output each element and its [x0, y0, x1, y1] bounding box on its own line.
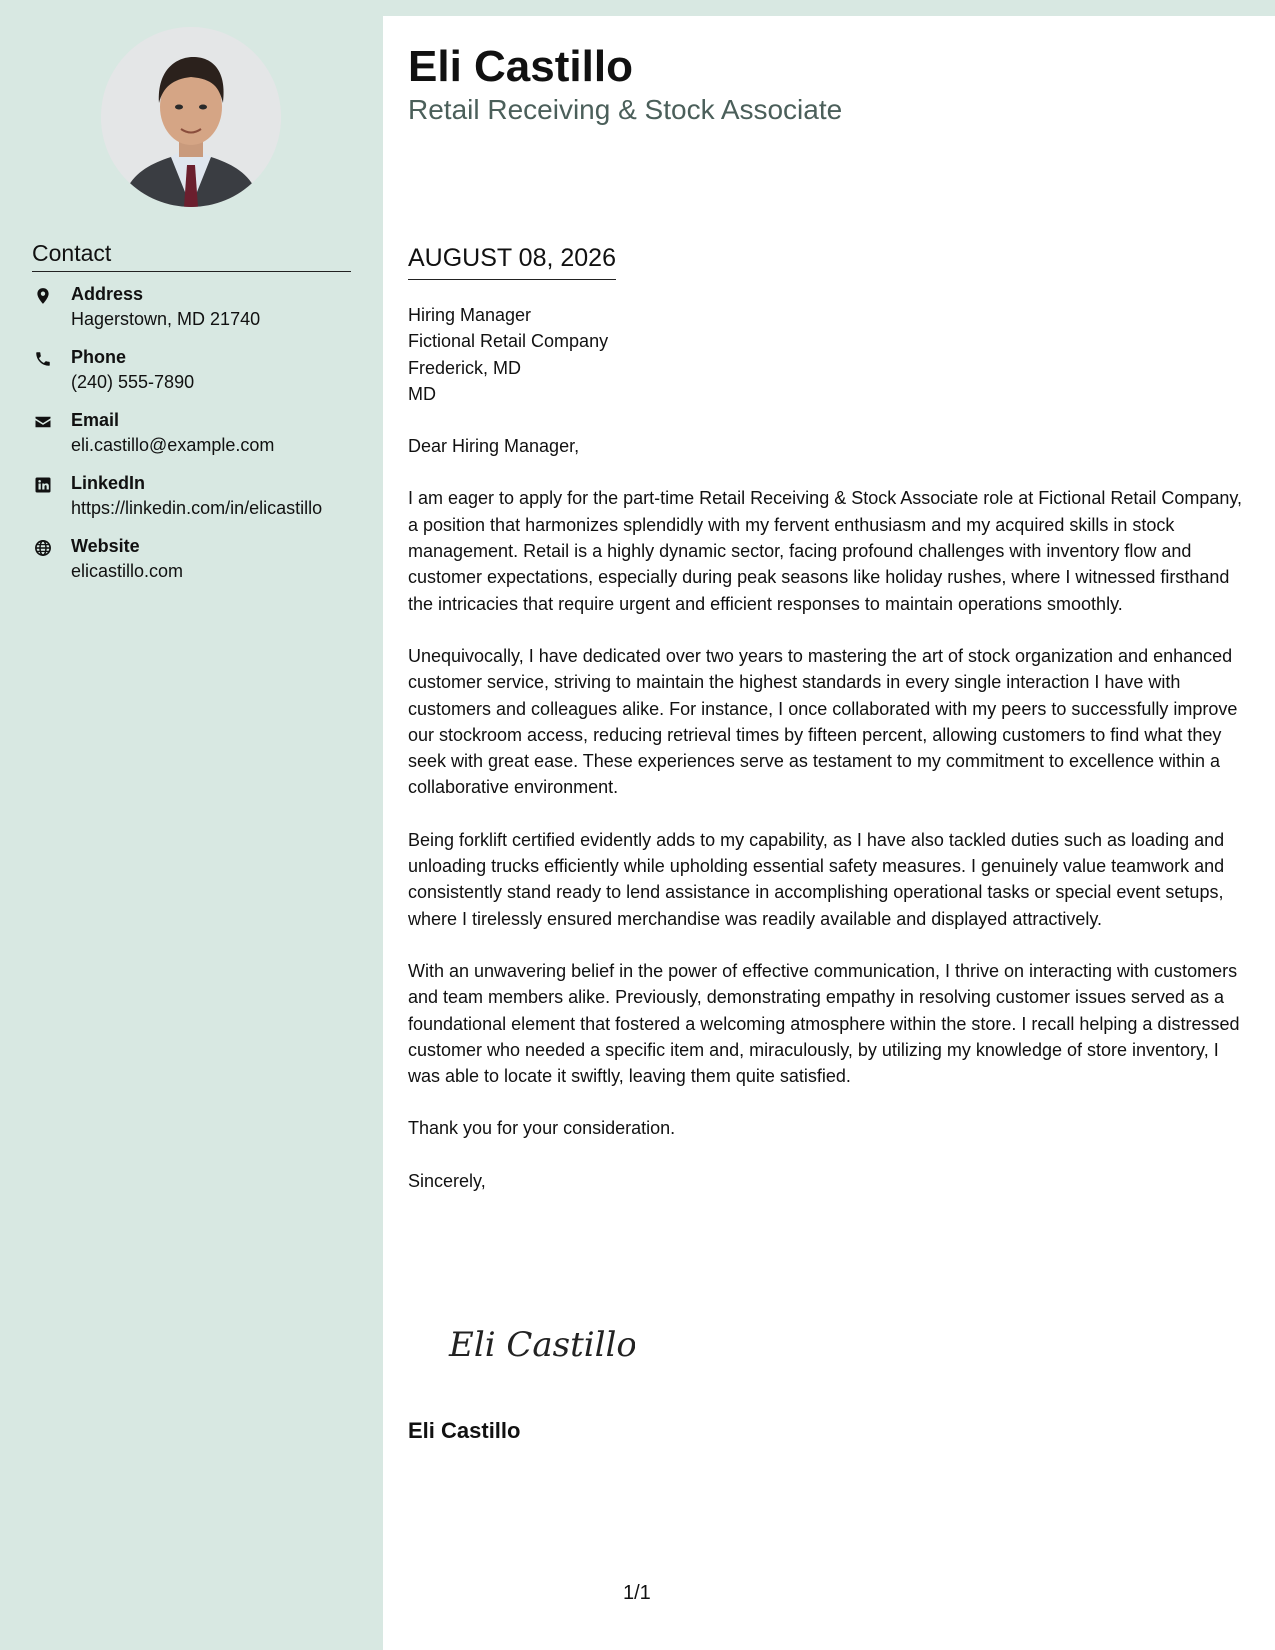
- sidebar: [0, 0, 383, 1650]
- signature-text: Eli Castillo: [449, 1325, 635, 1365]
- body-paragraph: I am eager to apply for the part-time Retail Receiving & Stock Associate role at Fictional Retail Company, a position that harmonizes splendidly with my fervent enthusiasm and my acquired skills in stock management. Retail is a highly dynamic sector, facing profound challenges with inventory flow and customer expectations, especially during peak seasons like holiday rushes, where I witnessed firsthand the intricacies that require urgent and efficient responses to maintain operations smoothly.: [408, 488, 1243, 614]
- contact-label: Address: [71, 284, 144, 304]
- contact-list: [32, 284, 372, 599]
- contact-item-linkedin: [32, 473, 372, 536]
- website-link[interactable]: elicastillo.com: [71, 561, 184, 581]
- body-paragraph: Unequivocally, I have dedicated over two years to mastering the art of stock organization and enhanced customer service, striving to maintain the highest standards in every single interaction I have with customers and colleagues alike. For instance, I once collaborated with my peers to successfully improve our stockroom access, reducing retrieval times by fifteen percent, allowing customers to find what they seek with great ease. These experiences serve as testament to my commitment to excellence within a collaborative environment.: [408, 645, 1238, 798]
- contact-item-address: [32, 284, 372, 347]
- phone-icon: [34, 350, 52, 368]
- applicant-name: Eli Castillo: [408, 42, 633, 91]
- contact-item-phone: [32, 347, 372, 410]
- thanks-line: Thank you for your consideration.: [408, 1118, 676, 1139]
- letter-body: [408, 302, 1253, 1220]
- contact-label: Email: [71, 410, 120, 430]
- applicant-role: Retail Receiving & Stock Associate: [408, 94, 843, 125]
- email-link[interactable]: eli.castillo@example.com: [71, 435, 275, 455]
- recipient-line: MD: [408, 383, 436, 404]
- linkedin-link[interactable]: https://linkedin.com/in/elicastillo: [71, 498, 323, 518]
- contact-label: Website: [71, 536, 140, 556]
- handwritten-signature: [445, 1316, 635, 1371]
- letter-main: [383, 16, 1275, 1650]
- globe-icon: [34, 539, 52, 557]
- contact-label: LinkedIn: [71, 473, 146, 493]
- contact-label: Phone: [71, 347, 127, 367]
- closing-line: Sincerely,: [408, 1170, 486, 1191]
- profile-photo: [101, 27, 281, 207]
- body-paragraph: Being forklift certified evidently adds to my capability, as I have also tackled duties such as loading and unloading trucks efficiently while upholding essential safety measures. I genuinely value teamwork and consistently stand ready to lend assistance in accomplishing operational tasks or special event setups, where I tirelessly ensured merchandise was readily available and displayed attractively.: [408, 829, 1225, 929]
- phone-value: (240) 555-7890: [71, 372, 195, 392]
- salutation: Dear Hiring Manager,: [408, 436, 580, 457]
- address-value: Hagerstown, MD 21740: [71, 309, 261, 329]
- recipient-block: [408, 302, 1253, 407]
- signed-name: Eli Castillo: [408, 1418, 521, 1443]
- envelope-icon: [34, 413, 52, 431]
- body-paragraph: With an unwavering belief in the power of effective communication, I thrive on interacting with customers and team members alike. Previously, demonstrating empathy in resolving customer issues served as a foundational element that fostered a welcoming atmosphere within the store. I recall helping a distressed customer who needed a specific item and, miraculously, by utilizing my knowledge of store inventory, I was able to locate it swiftly, leaving them quite satisfied.: [408, 960, 1240, 1087]
- avatar: [101, 27, 281, 207]
- recipient-line: Fictional Retail Company: [408, 331, 609, 352]
- map-pin-icon: [34, 287, 52, 305]
- linkedin-icon: [34, 476, 52, 494]
- contact-item-email: [32, 410, 372, 473]
- page-number: 1/1: [623, 1582, 651, 1604]
- recipient-line: Frederick, MD: [408, 357, 522, 378]
- letter-date: AUGUST 08, 2026: [408, 244, 616, 280]
- recipient-line: Hiring Manager: [408, 305, 532, 325]
- contact-heading: Contact: [32, 240, 351, 272]
- contact-item-website: [32, 536, 372, 599]
